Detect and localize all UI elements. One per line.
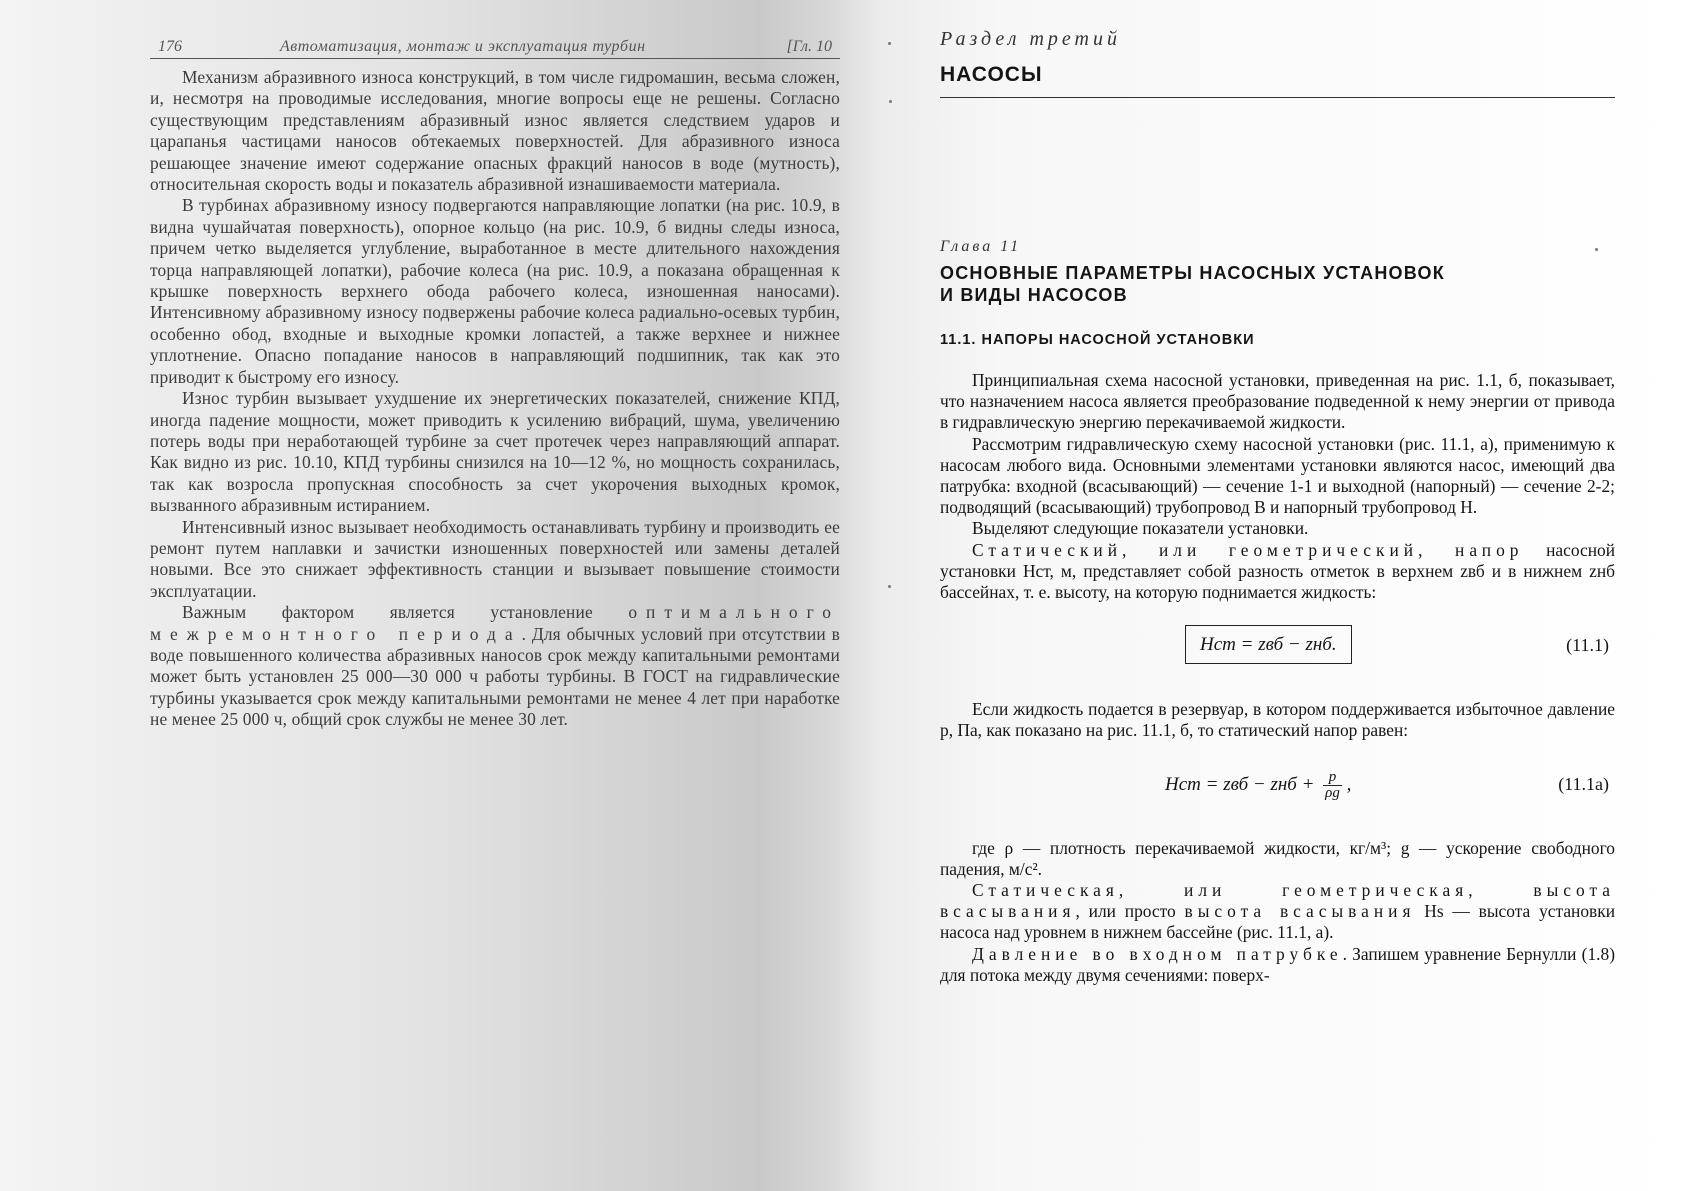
formula-text: Hст = zвб − zнб +	[1165, 773, 1320, 795]
text-run: насосной установки Hст, м, представляет собой разность отметок в верхнем zвб и в нижнем zнб бассейнах, т. е. высоту, на которую поднимается жидкость:	[940, 539, 1616, 603]
right-body-text	[940, 370, 1615, 986]
scan-speck	[888, 585, 891, 588]
spaced-term: Статическая, или геометрическая, высота всасывания	[940, 880, 1615, 922]
paragraph: Износ турбин вызывает ухудшение их энергетических показателей, снижение КПД, иногда падение мощности, может приводить к усилению вибраций, шума, увеличению потерь воды при неработающей турбине за счет протечек через направляющий аппарат. Как видно из рис. 10.10, КПД турбины снизился на 10—12 %, но мощность сохранилась, так как возросла пропускная способность за счет укорочения выходных кромок, вызванного абразивным истиранием.	[150, 388, 840, 516]
paragraph	[940, 944, 1615, 986]
text-run: , или просто	[1075, 901, 1185, 922]
paragraph: где ρ — плотность перекачиваемой жидкости, кг/м³; g — ускорение свободного падения, м/с².	[940, 837, 1615, 879]
boxed-formula: Hст = zвб − zнб.	[1185, 625, 1352, 664]
text-run: Важным фактором является установление	[182, 602, 629, 623]
spaced-term: Давление во входном патрубке	[972, 943, 1343, 964]
running-title: Автоматизация, монтаж и эксплуатация турбин	[280, 38, 646, 55]
paragraph: Рассмотрим гидравлическую схему насосной установки (рис. 11.1, а), применимую к насосам любого вида. Основными элементами установки являются насос, имеющий два патрубка: входной (всасывающий) — сечение 1-1 и выходной (напорный) — сечение 2-2; подводящий (всасывающий) трубопровод В и напорный трубопровод Н.	[940, 433, 1615, 518]
formula-tail: ,	[1341, 773, 1352, 795]
scan-speck	[889, 100, 892, 103]
equation-11-1a	[940, 764, 1615, 810]
fraction-denominator: ρg	[1325, 784, 1340, 801]
scan-speck	[1595, 248, 1598, 251]
section-label: Раздел третий	[940, 28, 1121, 50]
formula	[1165, 770, 1351, 801]
paragraph: Механизм абразивного износа конструкций, в том числе гидромашин, весьма сложен, и, несмотря на проводимые исследования, многие вопросы еще не решены. Согласно существующим представлениям абразивный износ является следствием ударов и царапанья частицами наносов обтекаемых поверхностей. Для абразивного износа решающее значение имеют содержание опасных фракций наносов в воде (мутность), относительная скорость воды и показатель абразивной изнашиваемости материала.	[150, 67, 840, 195]
spaced-term: Статический, или геометрический, напор	[972, 539, 1524, 560]
paragraph: Выделяют следующие показатели установки.	[972, 518, 1309, 539]
paragraph: Интенсивный износ вызывает необходимость останавливать турбину и производить ее ремонт путем наплавки и зачистки изношенных поверхностей или замены деталей новыми. Все это снижает эффективность станции и вызывает повышение стоимости эксплуатации.	[150, 516, 840, 601]
scan-speck	[888, 42, 891, 45]
spaced-term: оптимального межремонтного периода	[150, 602, 840, 644]
left-page	[150, 28, 840, 731]
left-body-text	[150, 67, 840, 731]
chapter-label: Глава 11	[940, 238, 1022, 255]
paragraph	[940, 540, 1615, 604]
paragraph	[150, 602, 840, 730]
text-run: . Запишем уравнение Бернулли (1.8) для потока между двумя сечениями: поверх-	[940, 943, 1615, 985]
fraction-numerator: p	[1323, 770, 1342, 786]
page-number: 176	[158, 38, 182, 55]
running-header	[150, 28, 840, 59]
section-title: НАСОСЫ	[940, 63, 1615, 98]
chapter-title: ОСНОВНЫЕ ПАРАМЕТРЫ НАСОСНЫХ УСТАНОВОК И ВИДЫ НАСОСОВ	[940, 263, 1445, 305]
paragraph: В турбинах абразивному износу подвергаются направляющие лопатки (на рис. 10.9, в видна чушайчатая поверхность), опорное кольцо (на рис. 10.9, б видны следы износа, причем четко выделяется углубление, выработанное в месте длительного нахождения торца направляющей лопатки), рабочие колеса (на рис. 10.9, а показана обращенная к крышке поверхность верхнего обода рабочего колеса, изношенная наносами). Интенсивному абразивному износу подвержены рабочие колеса радиально-осевых турбин, особенно обод, входные и выходные кромки лопастей, а также верхнее и нижнее уплотнение. Опасно попадание наносов в направляющий подшипник, так как это приводит к быстрому его износу.	[150, 195, 840, 387]
equation-11-1	[940, 625, 1615, 671]
paragraph: Принципиальная схема насосной установки, приведенная на рис. 1.1, б, показывает, что назначением насоса является преобразование подведенной к нему энергии от привода в гидравлическую энергию перекачиваемой жидкости.	[940, 370, 1615, 433]
subsection-title: 11.1. НАПОРЫ НАСОСНОЙ УСТАНОВКИ	[940, 332, 1255, 348]
equation-number: (11.1)	[1566, 635, 1609, 656]
equation-number: (11.1а)	[1558, 773, 1609, 794]
right-page	[940, 28, 1615, 986]
paragraph: Если жидкость подается в резервуар, в котором поддерживается избыточное давление p, Па, как показано на рис. 11.1, б, то статический напор равен:	[940, 699, 1615, 741]
running-chapter: [Гл. 10	[786, 38, 832, 55]
spaced-term: высота всасывания	[1184, 901, 1416, 922]
paragraph	[940, 880, 1615, 944]
fraction	[1323, 770, 1342, 801]
text-run: Hs — высота установки насоса над уровнем в нижнем бассейне (рис. 11.1, а).	[940, 901, 1616, 943]
text-run: . Для обычных условий при отсутствии в воде повышенного количества абразивных наносов срок между капитальными ремонтами может быть установлен 25 000—30 000 ч работы турбины. В ГОСТ на гидравлические турбины указывается срок между капитальными ремонтами не менее 4 лет при наработке не менее 25 000 ч, общий срок службы не менее 30 лет.	[150, 623, 841, 730]
